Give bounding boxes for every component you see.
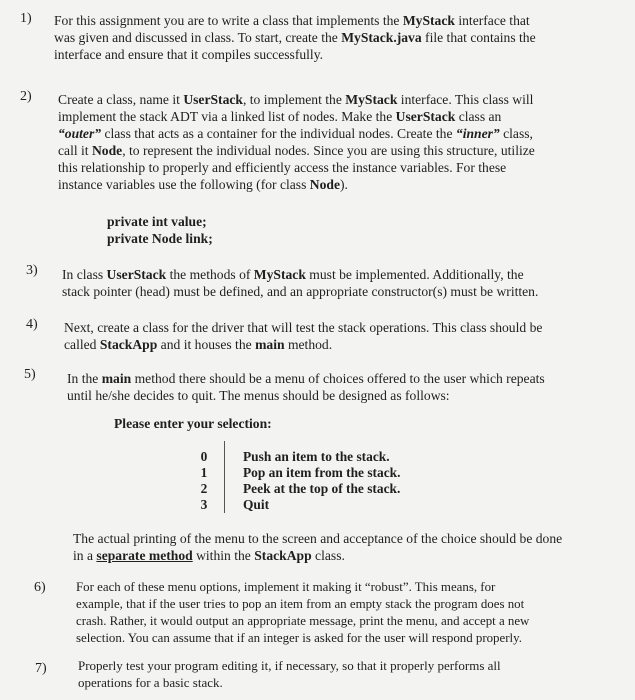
text-line: operations for a basic stack.	[78, 675, 223, 690]
item-number-2: 2)	[20, 89, 32, 104]
emphasis-text: StackApp	[99, 337, 158, 352]
text-line: Next, create a class for the driver that will test the stack operations. This class should be	[64, 320, 543, 335]
emphasis-text: Node	[91, 143, 123, 158]
menu-option-label: Quit	[243, 497, 270, 512]
emphasis-text: UserStack	[106, 267, 167, 282]
item-number-4: 4)	[26, 317, 38, 332]
menu-option-number: 0	[200, 449, 208, 464]
emphasis-text: “inner”	[455, 126, 500, 141]
text-line: was given and discussed in class. To start, create the MyStack.java file that contains the	[54, 30, 536, 45]
item-number-6: 6)	[34, 580, 46, 595]
text-line: until he/she decides to quit. The menus should be designed as follows:	[67, 388, 450, 403]
text-line: example, that if the user tries to pop an item from an empty stack the program does not	[76, 597, 525, 611]
text-line: For each of these menu options, implement it making it “robust”. This means, for	[76, 580, 496, 594]
emphasis-text: separate method	[96, 548, 193, 563]
menu-option-number: 3	[200, 497, 208, 512]
item-text-5	[67, 370, 633, 404]
menu-title: Please enter your selection:	[114, 416, 272, 431]
text-line: In class UserStack the methods of MyStack must be implemented. Additionally, the	[62, 267, 524, 282]
emphasis-text: MyStack	[402, 13, 455, 28]
emphasis-text: “outer”	[58, 126, 102, 141]
item-text-6	[76, 579, 633, 647]
text-line: In the main method there should be a menu of choices offered to the user which repeats	[67, 371, 545, 386]
emphasis-text: main	[101, 371, 132, 386]
menu-note-text	[73, 530, 633, 564]
emphasis-text: MyStack	[345, 92, 398, 107]
item-number-5: 5)	[24, 367, 36, 382]
text-line: instance variables use the following (for class Node).	[58, 177, 348, 192]
menu-option-number: 1	[200, 465, 208, 480]
menu-divider	[224, 441, 225, 513]
emphasis-text: MyStack.java	[341, 30, 422, 45]
text-line: Create a class, name it UserStack, to implement the MyStack interface. This class will	[58, 92, 534, 107]
text-line: selection. You can assume that if an integer is asked for the user will respond properly.	[76, 631, 522, 645]
item-text-7	[78, 657, 633, 691]
code-line-2: private Node link;	[107, 231, 213, 246]
text-line: in a separate method within the StackApp class.	[73, 548, 345, 563]
menu-option-label: Push an item to the stack.	[243, 449, 390, 464]
text-line: For this assignment you are to write a class that implements the MyStack interface that	[54, 13, 530, 28]
text-line: stack pointer (head) must be defined, and an appropriate constructor(s) must be written.	[62, 284, 539, 299]
emphasis-text: UserStack	[395, 109, 456, 124]
text-line: implement the stack ADT via a linked list of nodes. Make the UserStack class an	[58, 109, 502, 124]
item-number-1: 1)	[20, 11, 32, 26]
text-line: Properly test your program editing it, if necessary, so that it properly performs all	[78, 658, 501, 673]
item-text-3	[62, 266, 632, 300]
emphasis-text: Node	[309, 177, 341, 192]
item-text-2	[58, 91, 633, 193]
item-number-7: 7)	[35, 661, 47, 676]
menu-option-label: Peek at the top of the stack.	[243, 481, 401, 496]
text-line: crash. Rather, it would output an appropriate message, print the menu, and accept a new	[76, 614, 530, 628]
text-line: call it Node, to represent the individual nodes. Since you are using this structure, utilize	[58, 143, 535, 158]
text-line: this relationship to properly and efficiently access the instance variables. For these	[58, 160, 507, 175]
item-number-3: 3)	[26, 263, 38, 278]
emphasis-text: MyStack	[253, 267, 306, 282]
item-text-4	[64, 319, 634, 353]
emphasis-text: StackApp	[254, 548, 312, 563]
text-line: interface and ensure that it compiles successfully.	[54, 47, 324, 62]
item-text-1	[54, 12, 629, 63]
text-line: The actual printing of the menu to the screen and acceptance of the choice should be done	[73, 531, 563, 546]
emphasis-text: main	[255, 337, 285, 352]
menu-option-label: Pop an item from the stack.	[243, 465, 401, 480]
emphasis-text: UserStack	[183, 92, 243, 107]
text-line: “outer” class that acts as a container for the individual nodes. Create the “inner” class,	[58, 126, 533, 141]
text-line: called StackApp and it houses the main method.	[64, 337, 333, 352]
menu-option-number: 2	[200, 481, 208, 496]
code-line-1: private int value;	[107, 214, 207, 229]
